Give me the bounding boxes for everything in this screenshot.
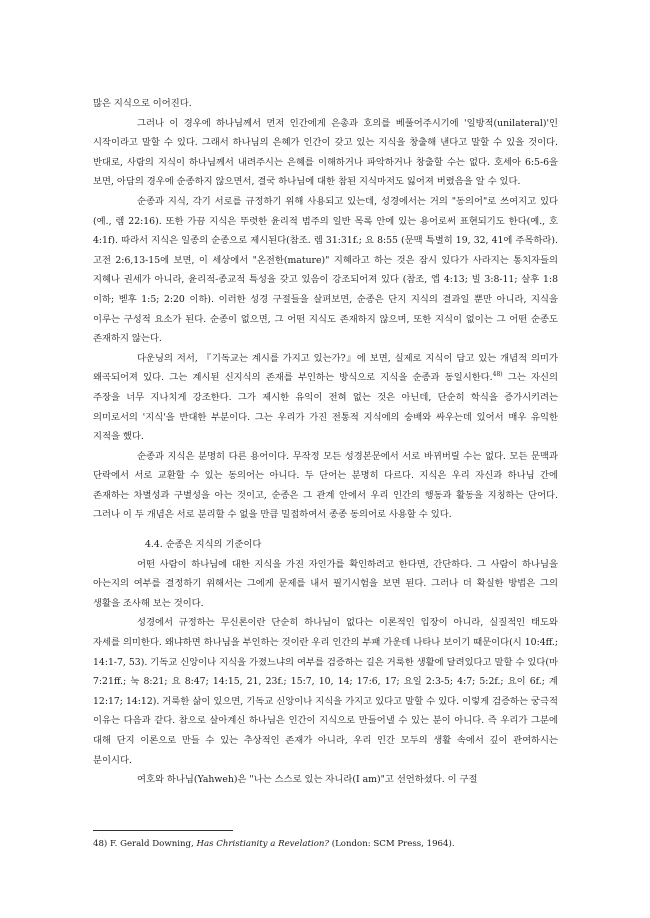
footnote-title: Has Christianity a Revelation?: [196, 839, 330, 849]
footnote-reference: 48): [492, 371, 503, 379]
footnote-divider: [93, 830, 233, 831]
paragraph-2: 순종과 지식, 각기 서로를 규정하기 위해 사용되고 있는데, 성경에서는 거의 "동의어"로 쓰여지고 있다 (예., 렘 22:16). 또한 가끔 지식은 뚜렷한 윤리적 범주의 일반 목록 안에 있는 용어로써 표현되기도 한다(예., 호 4:1f). 따라서 지식은 일종의 순종으로 제시된다(참조. 렘 31:31f.; 요 8:55 (문맥 특별히 19, 32, 41에 주목하라). 고전 2:6,13-15에 보면, 이 세상에서 "온전한(mature)" 지혜라고 하는 것은 잠시 있다가 사라지는 통치자들의 지혜나 권세가 아니라, 윤리적-종교적 특성을 갖고 있음이 강조되어져 있다 (참조, 엡 4:13; 빌 3:8-11; 살후 1:8 이하; 벧후 1:5; 2:20 이하). 이러한 성경 구절들을 살펴보면, 순종은 단지 지식의 결과일 뿐만 아니라, 지식을 이루는 구성적 요소가 된다. 순종이 없으면, 그 어떤 지식도 존재하지 않으며, 또한 지식이 없이는 그 어떤 순종도 존재하지 않는다.: [93, 195, 558, 345]
paragraph-3: [93, 349, 558, 447]
paragraph-7: 여호와 하나님(Yahweh)은 "나는 스스로 있는 자니라(I am)"고 선언하셨다. 이 구절: [137, 774, 478, 786]
paragraph-1: 그러나 이 경우에 하나님께서 먼저 인간에게 은총과 호의를 베풀어주시기에 '일방적(unilateral)'인 시작이라고 말할 수 있다. 그래서 하나님의 은혜가 인간이 갖고 있는 지식을 창출해 낸다고 말할 수 있을 것이다. 반대로, 사람의 지식이 하나님께서 내려주시는 은혜를 이해하거나 파악하거나 창출할 수는 없다. 호세아 6:5-6을 보면, 아담의 경우에 순종하지 않으면서, 결국 하나님에 대한 참된 지식마저도 잃어져 버렸음을 알 수 있다.: [93, 117, 558, 188]
paragraph-6: 성경에서 규정하는 무신론이란 단순히 하나님이 없다는 이론적인 입장이 아니라, 실질적인 태도와 자세를 의미한다. 왜냐하면 하나님을 부인하는 것이란 우리 인간의 부패 가운데 나타나 보이기 때문이다(시 10:4ff.; 14:1-7, 53). 기독교 신앙이나 지식을 가졌느냐의 여부를 검증하는 길은 거룩한 생활에 달려있다고 말할 수 있다(마 7:21ff.; 눅 8:21; 요 8:47; 14:15, 21, 23f.; 15:7, 10, 14; 17:6, 17; 요일 2:3-5; 4:7; 5:2f.; 요이 6f.; 계 12:17; 14:12). 거룩한 삶이 있으면, 기독교 신앙이나 지식을 가지고 있다고 말할 수 있다. 이렇게 검증하는 궁극적 이유는 다음과 같다. 참으로 살아계신 하나님은 인간이 지식으로 만들어낼 수 있는 분이 아니다. 즉 우리가 그분에 대해 단지 이론으로 만들 수 있는 추상적인 존재가 아니라, 우리 인간 모두의 생활 속에서 깊이 관여하시는 분이시다.: [93, 617, 558, 766]
paragraph-5: 어떤 사람이 하나님에 대한 지식을 가진 자인가를 확인하려고 한다면, 간단하다. 그 사람이 하나님을 아는지의 여부를 결정하기 위해서는 그에게 문제를 내서 필기시험을 보면 된다. 그러나 더 확실한 방법은 그의 생활을 조사해 보는 것이다.: [93, 558, 558, 609]
paragraph-3-text-a: 다운닝의 저서, 『기독교는 계시를 가지고 있는가?』에 보면, 실제로 지식이 담고 있는 개념적 의미가 왜곡되어져 있다. 그는 계시된 신지식의 존재를 부인하는 방식으로 지식을 순종과 동일시한다.: [93, 352, 558, 384]
footnote-author: 48) F. Gerald Downing,: [93, 839, 197, 849]
footnote: [93, 838, 563, 850]
paragraph-0: 많은 지식으로 이어진다.: [93, 98, 192, 109]
paragraph-3-text-b: 그는 자신의 주장을 너무 지나치게 강조한다. 그가 제시한 유익이 전혀 없는 것은 아닌데, 단순히 학식을 증가시키려는 의미로서의 '지식'을 반대한 부분이다. 그는 우리가 가진 전통적 지식에의 숭배와 싸우는데 있어서 매우 유익한 지적을 했다.: [93, 372, 558, 443]
footnote-publisher: (London: SCM Press, 1964).: [329, 839, 455, 849]
paragraph-4: 순종과 지식은 분명히 다른 용어이다. 무작정 모든 성경본문에서 서로 바뀌버릴 수는 없다. 모든 문맥과 단락에서 서로 교환할 수 있는 동의어는 아니다. 두 단어는 분명히 다르다. 지식은 우리 자신과 하나님 간에 존재하는 차별성과 구별성을 아는 것이고, 순종은 그 관계 안에서 우리 인간의 행동과 활동을 지칭하는 단어다. 그러나 이 두 개념은 서로 분리할 수 없을 만큼 밀접하여서 종종 동의어로 사용할 수 있다.: [93, 450, 558, 521]
section-heading: 4.4. 순종은 지식의 기준이다: [145, 539, 262, 551]
